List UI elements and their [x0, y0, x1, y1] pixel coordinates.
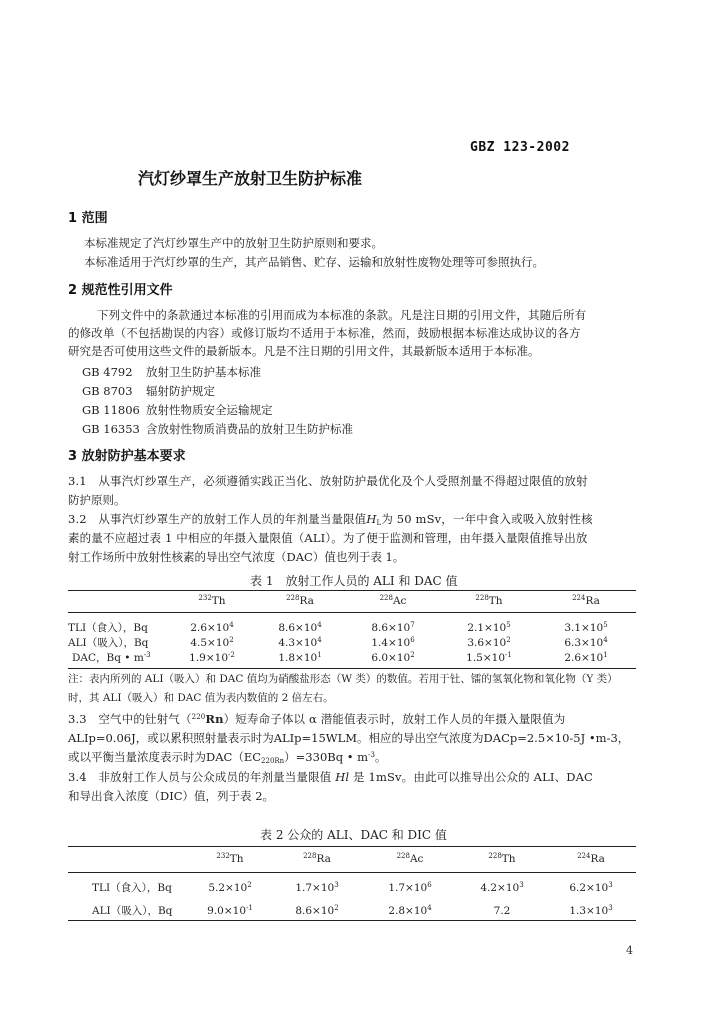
table-2-body	[68, 880, 636, 918]
table-2-header-rule	[68, 872, 636, 873]
section-1-heading: 1 范围	[68, 211, 108, 226]
row-label: DAC，Bq • $m^{-3}$	[72, 651, 151, 664]
table-cell: $8.6\times 10^2$	[295, 903, 339, 917]
clause-3-3-line: ALIp=0.06J，或以累积照射量表示时为ALIp=15WLM。相应的导出空气浓度为DACp=2.5×10-5J •m-3，	[68, 731, 630, 745]
table-2-top-rule	[68, 846, 636, 847]
table-cell: $4.2\times 10^3$	[480, 880, 524, 894]
table-cell: $2.1\times 10^5$	[467, 620, 511, 634]
reference-item	[82, 402, 273, 418]
table-cell: $8.6\times 10^7$	[371, 620, 415, 634]
table-cell: $1.7\times 10^3$	[295, 880, 339, 894]
section-1-line: 本标准规定了汽灯纱罩生产中的放射卫生防护原则和要求。	[84, 236, 383, 250]
table-cell: $1.9\times 10^{-2}$	[189, 650, 235, 664]
reference-title: 辐射防护规定	[146, 384, 215, 398]
table-cell: $1.8\times 10^1$	[278, 650, 322, 664]
table-cell: $4.3\times 10^4$	[278, 635, 322, 649]
clause-3-2-line: 射工作场所中放射性核素的导出空气浓度（DAC）值也列于表 1。	[68, 550, 405, 564]
reference-code: GB 16353	[82, 422, 140, 436]
header-blank	[68, 594, 168, 608]
table-1-header-rule	[68, 612, 636, 613]
clause-3-3-line: 3.3 空气中的钍射气（$^{220}$Rn）短寿命子体以 α 潜能值表示时，放射工作人员的年摄入量限值为	[68, 712, 566, 726]
table-cell: $6.2\times 10^3$	[569, 880, 613, 894]
table-row	[68, 880, 636, 895]
table-cell: $3.6\times 10^2$	[467, 635, 511, 649]
column-header: $^{228}$Ac	[379, 594, 407, 607]
reference-item	[82, 364, 261, 380]
section-2-line: 下列文件中的条款通过本标准的引用而成为本标准的条款。凡是注日期的引用文件，其随后所有	[97, 308, 587, 322]
row-label: TLI（食入），Bq	[68, 622, 148, 634]
table-row	[68, 620, 636, 635]
column-header: $^{232}$Th	[216, 852, 244, 865]
column-header: $^{228}$Ra	[286, 594, 314, 607]
table-cell: $1.5\times 10^{-1}$	[466, 650, 512, 664]
table-1-header	[68, 594, 636, 608]
column-header: $^{228}$Ra	[303, 852, 331, 865]
clause-3-1-line: 防护原则。	[68, 493, 126, 507]
table-cell: $2.6\times 10^1$	[564, 650, 608, 664]
reference-code: GB 11806	[82, 403, 140, 417]
table-cell: $1.3\times 10^3$	[569, 903, 613, 917]
section-2-line: 研究是否可使用这些文件的最新版本。凡是不注日期的引用文件，其最新版本适用于本标准。	[68, 344, 540, 358]
standard-code: GBZ 123-2002	[470, 140, 570, 155]
table-row	[68, 903, 636, 918]
clause-3-1-line: 3.1 从事汽灯纱罩生产，必须遵循实践正当化、放射防护最优化及个人受照剂量不得超过限值的放射	[68, 474, 588, 488]
table-2-bottom-rule	[68, 920, 636, 921]
reference-code: GB 8703	[82, 384, 133, 398]
row-label: TLI（食入），Bq	[92, 882, 172, 894]
reference-title: 放射性物质安全运输规定	[146, 403, 273, 417]
row-label: ALI（吸入），Bq	[68, 637, 149, 649]
table-1-note-line: 时，其 ALI（吸入）和 DAC 值为表内数值的 2 倍左右。	[68, 692, 334, 704]
clause-3-2-line: 3.2 从事汽灯纱罩生产的放射工作人员的年剂量当量限值$H_L$为 50 mSv，一年中食入或吸入放射性核	[68, 512, 593, 527]
reference-item	[82, 421, 353, 437]
table-cell: $8.6\times 10^4$	[278, 620, 322, 634]
table-row	[68, 635, 636, 650]
column-header: $^{228}$Th	[475, 594, 503, 607]
table-2-caption: 表 2 公众的 ALI、DAC 和 DIC 值	[260, 828, 447, 842]
page-number: 4	[626, 944, 633, 957]
clause-3-4-line: 3.4 非放射工作人员与公众成员的年剂量当量限值 Hl 是 1mSv。由此可以推导出公众的 ALI、DAC	[68, 770, 593, 784]
section-2-line: 的修改单（不包括勘误的内容）或修订版均不适用于本标准，然而，鼓励根据本标准达成协议的各方	[68, 326, 581, 340]
table-cell: 7.2	[493, 904, 511, 917]
table-1-caption: 表 1 放射工作人员的 ALI 和 DAC 值	[250, 574, 458, 588]
column-header: $^{228}$Ac	[396, 852, 424, 865]
table-cell: $1.7\times 10^6$	[388, 880, 432, 894]
table-cell: $6.0\times 10^2$	[371, 650, 415, 664]
column-header: $^{228}$Th	[488, 852, 516, 865]
table-cell: $6.3\times 10^4$	[564, 635, 608, 649]
clause-3-3-line: 或以平衡当量浓度表示时为$DAC(EC_{220Rn})=330Bq$ • $m^{-3}$。	[68, 750, 387, 765]
clause-3-4-line: 和导出食入浓度（DIC）值，列于表 2。	[68, 789, 275, 803]
reference-item	[82, 383, 215, 399]
clause-3-2-line: 素的量不应超过表 1 中相应的年摄入量限值（ALI）。为了便于监测和管理，由年摄入量限值推导出放	[68, 531, 588, 545]
table-2-header	[68, 852, 636, 866]
table-cell: $2.6\times 10^4$	[190, 620, 234, 634]
table-cell: $3.1\times 10^5$	[564, 620, 608, 634]
header-blank	[68, 852, 188, 866]
column-header: $^{224}$Ra	[572, 594, 600, 607]
table-cell: $5.2\times 10^2$	[208, 880, 252, 894]
table-cell: $4.5\times 10^2$	[190, 635, 234, 649]
table-1-top-rule	[68, 590, 636, 591]
section-1-line: 本标准适用于汽灯纱罩的生产，其产品销售、贮存、运输和放射性废物处理等可参照执行。	[84, 255, 544, 269]
reference-title: 放射卫生防护基本标准	[146, 365, 261, 379]
table-cell: $1.4\times 10^6$	[371, 635, 415, 649]
section-2-heading: 2 规范性引用文件	[68, 283, 173, 298]
row-label: ALI（吸入），Bq	[92, 905, 173, 917]
reference-title: 含放射性物质消费品的放射卫生防护标准	[146, 422, 353, 436]
document-title: 汽灯纱罩生产放射卫生防护标准	[138, 169, 363, 188]
table-1-body	[68, 620, 636, 665]
reference-code: GB 4792	[82, 365, 133, 379]
column-header: $^{224}$Ra	[577, 852, 605, 865]
table-cell: $9.0\times 10^{-1}$	[207, 903, 253, 917]
table-cell: $2.8\times 10^4$	[388, 903, 432, 917]
column-header: $^{232}$Th	[198, 594, 226, 607]
table-1-note-line: 注：表内所列的 ALI（吸入）和 DAC 值均为硝酸盐形态（W 类）的数值。若用于钍、镭的氢氧化物和氧化物（Y 类）	[68, 673, 618, 685]
section-3-heading: 3 放射防护基本要求	[68, 449, 186, 464]
table-row	[68, 650, 636, 665]
table-1-bottom-rule	[68, 668, 636, 669]
